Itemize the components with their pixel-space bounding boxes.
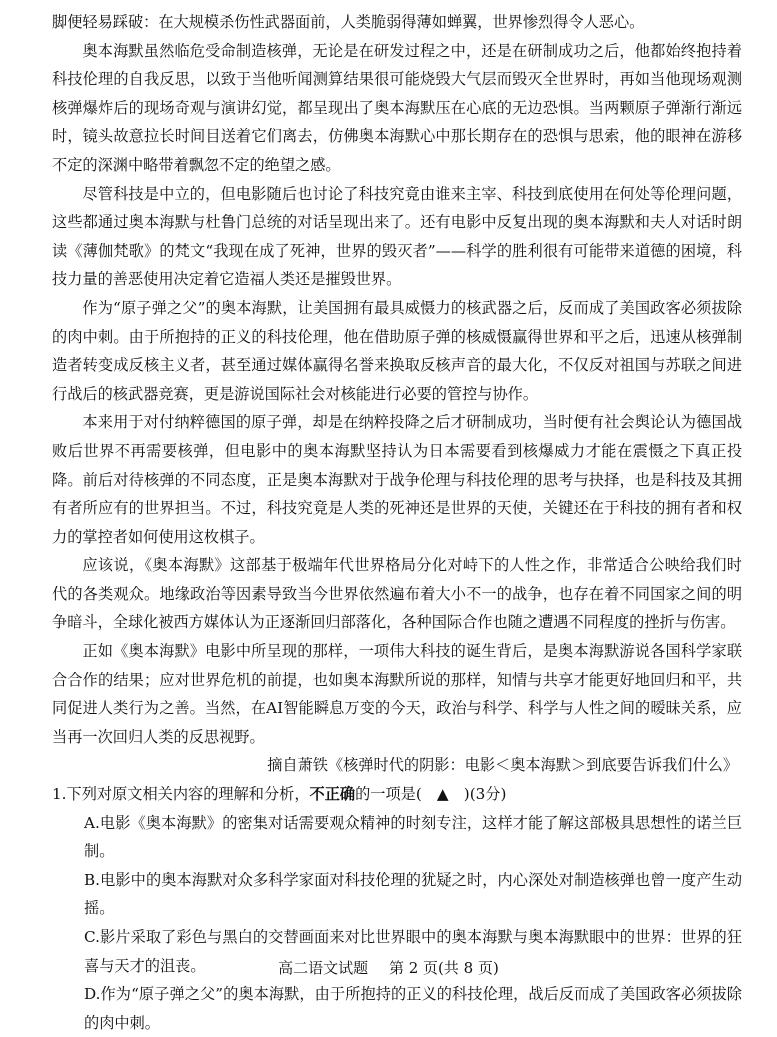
page-footer [0,956,777,980]
option-b-label: B. [84,870,100,889]
paragraph-7: 正如《奥本海默》电影中所呈现的那样，一项伟大科技的诞生背后，是奥本海默游说各国科学家联合合作的结果；应对世界危机的前提，也如奥本海默所说的那样，知情与共享才能更好地回归和平，共同促进人类行为之善。当然，在AI智能瞬息万变的今天，政治与科学、科学与人性之间的暧昧关系，应当再一次回归人类的反思视野。 [52,642,742,746]
article-body [52,8,742,1037]
question-1 [52,780,742,1037]
option-a-text: 电影《奥本海默》的密集对话需要观众精神的时刻专注，这样才能了解这部极具思想性的诺兰巨制。 [84,813,742,861]
option-a-label: A. [84,813,100,832]
footer-page-number: 第 2 页(共 8 页) [388,959,499,977]
question-stem-before: 下列对原文相关内容的理解和分析， [66,785,310,804]
paragraph-3: 尽管科技是中立的，但电影随后也讨论了科技究竟由谁来主宰、科技到底使用在何处等伦理问题，这些都通过奥本海默与杜鲁门总统的对话呈现出来了。还有电影中反复出现的奥本海默和夫人对话时朗读《薄伽梵歌》的梵文“我现在成了死神，世界的毁灭者”——科学的胜利很有可能带来道德的困境，科技力量的善恶使用决定着它造福人类还是摧毁世界。 [52,184,742,289]
paragraph-6: 应该说，《奥本海默》这部基于极端年代世界格局分化对峙下的人性之作，非常适合公映给我们时代的各类观众。地缘政治等因素导致当今世界依然遍布着大小不一的战争，也存在着不同国家之间的明争暗斗，全球化被西方媒体认为正逐渐回归部落化，各种国际合作也随之遭遇不同程度的挫折与伤害。 [52,556,742,632]
question-options [52,809,742,1037]
option-b-text: 电影中的奥本海默对众多科学家面对科技伦理的犹疑之时，内心深处对制造核弹也曾一度产生动摇。 [84,870,742,918]
option-c-text: 影片采取了彩色与黑白的交替画面来对比世界眼中的奥本海默与奥本海默眼中的世界：世界的狂喜与天才的沮丧。 [84,928,742,975]
paragraph-5: 本来用于对付纳粹德国的原子弹，却是在纳粹投降之后才研制成功，当时便有社会舆论认为德国战败后世界不再需要核弹，但电影中的奥本海默坚持认为日本需要看到核爆威力才能在震慑之下真正投降。前后对待核弹的不同态度，正是奥本海默对于战争伦理与科技伦理的思考与抉择，也是科技及其拥有者所应有的世界担当。不过，科技究竟是人类的死神还是世界的天使，关键还在于科技的拥有者和权力的掌控者如何使用这枚棋子。 [52,413,742,546]
paragraph-1: 脚便轻易踩破：在大规模杀伤性武器面前，人类脆弱得薄如蝉翼，世界惨烈得令人恶心。 [52,13,645,31]
option-b [84,866,742,923]
option-d [84,980,742,1037]
option-c-label: C. [84,928,100,946]
paragraph-2: 奥本海默虽然临危受命制造核弹，无论是在研发过程之中，还是在研制成功之后，他都始终抱持着科技伦理的自我反思，以致于当他听闻测算结果很可能烧毁大气层而毁灭全世界时，再如当他现场观测核弹爆炸后的现场奇观与演讲幻觉，都呈现出了奥本海默压在心底的无边恐惧。当两颗原子弹渐行渐远时，镜头故意拉长时间目送着它们离去，仿佛奥本海默心中那长期存在的恐惧与思索，他的眼神在游移不定的深渊中略带着飘忽不定的绝望之感。 [52,41,742,174]
question-number: 1. [52,785,67,804]
option-d-text: 作为“原子弹之父”的奥本海默，由于所抱持的正义的科技伦理，战后反而成了美国政客必须拔除的肉中刺。 [84,985,742,1032]
question-stem [52,780,742,809]
article-source: 摘自萧铁《核弹时代的阴影：电影＜奥本海默＞到底要告诉我们什么》 [267,756,738,775]
question-stem-emphasis: 不正确 [309,785,356,804]
paragraph-4: 作为“原子弹之父”的奥本海默，让美国拥有最具威慑力的核武器之后，反而成了美国政客必须拔除的肉中刺。由于所抱持的正义的科技伦理，他在借助原子弹的核威慑赢得世界和平之后，迅速从核弹制造者转变成反核主义者，甚至通过媒体赢得名誉来换取反核声音的最大化，不仅反对祖国与苏联之间进行战后的核武器竞赛，更是游说国际社会对核能进行必要的管控与协作。 [52,298,742,403]
option-a [84,809,742,866]
question-stem-after: 的一项是( ▲ )(3分) [355,785,507,804]
option-d-label: D. [84,985,101,1004]
footer-subject: 高二语文试题 [278,959,369,977]
